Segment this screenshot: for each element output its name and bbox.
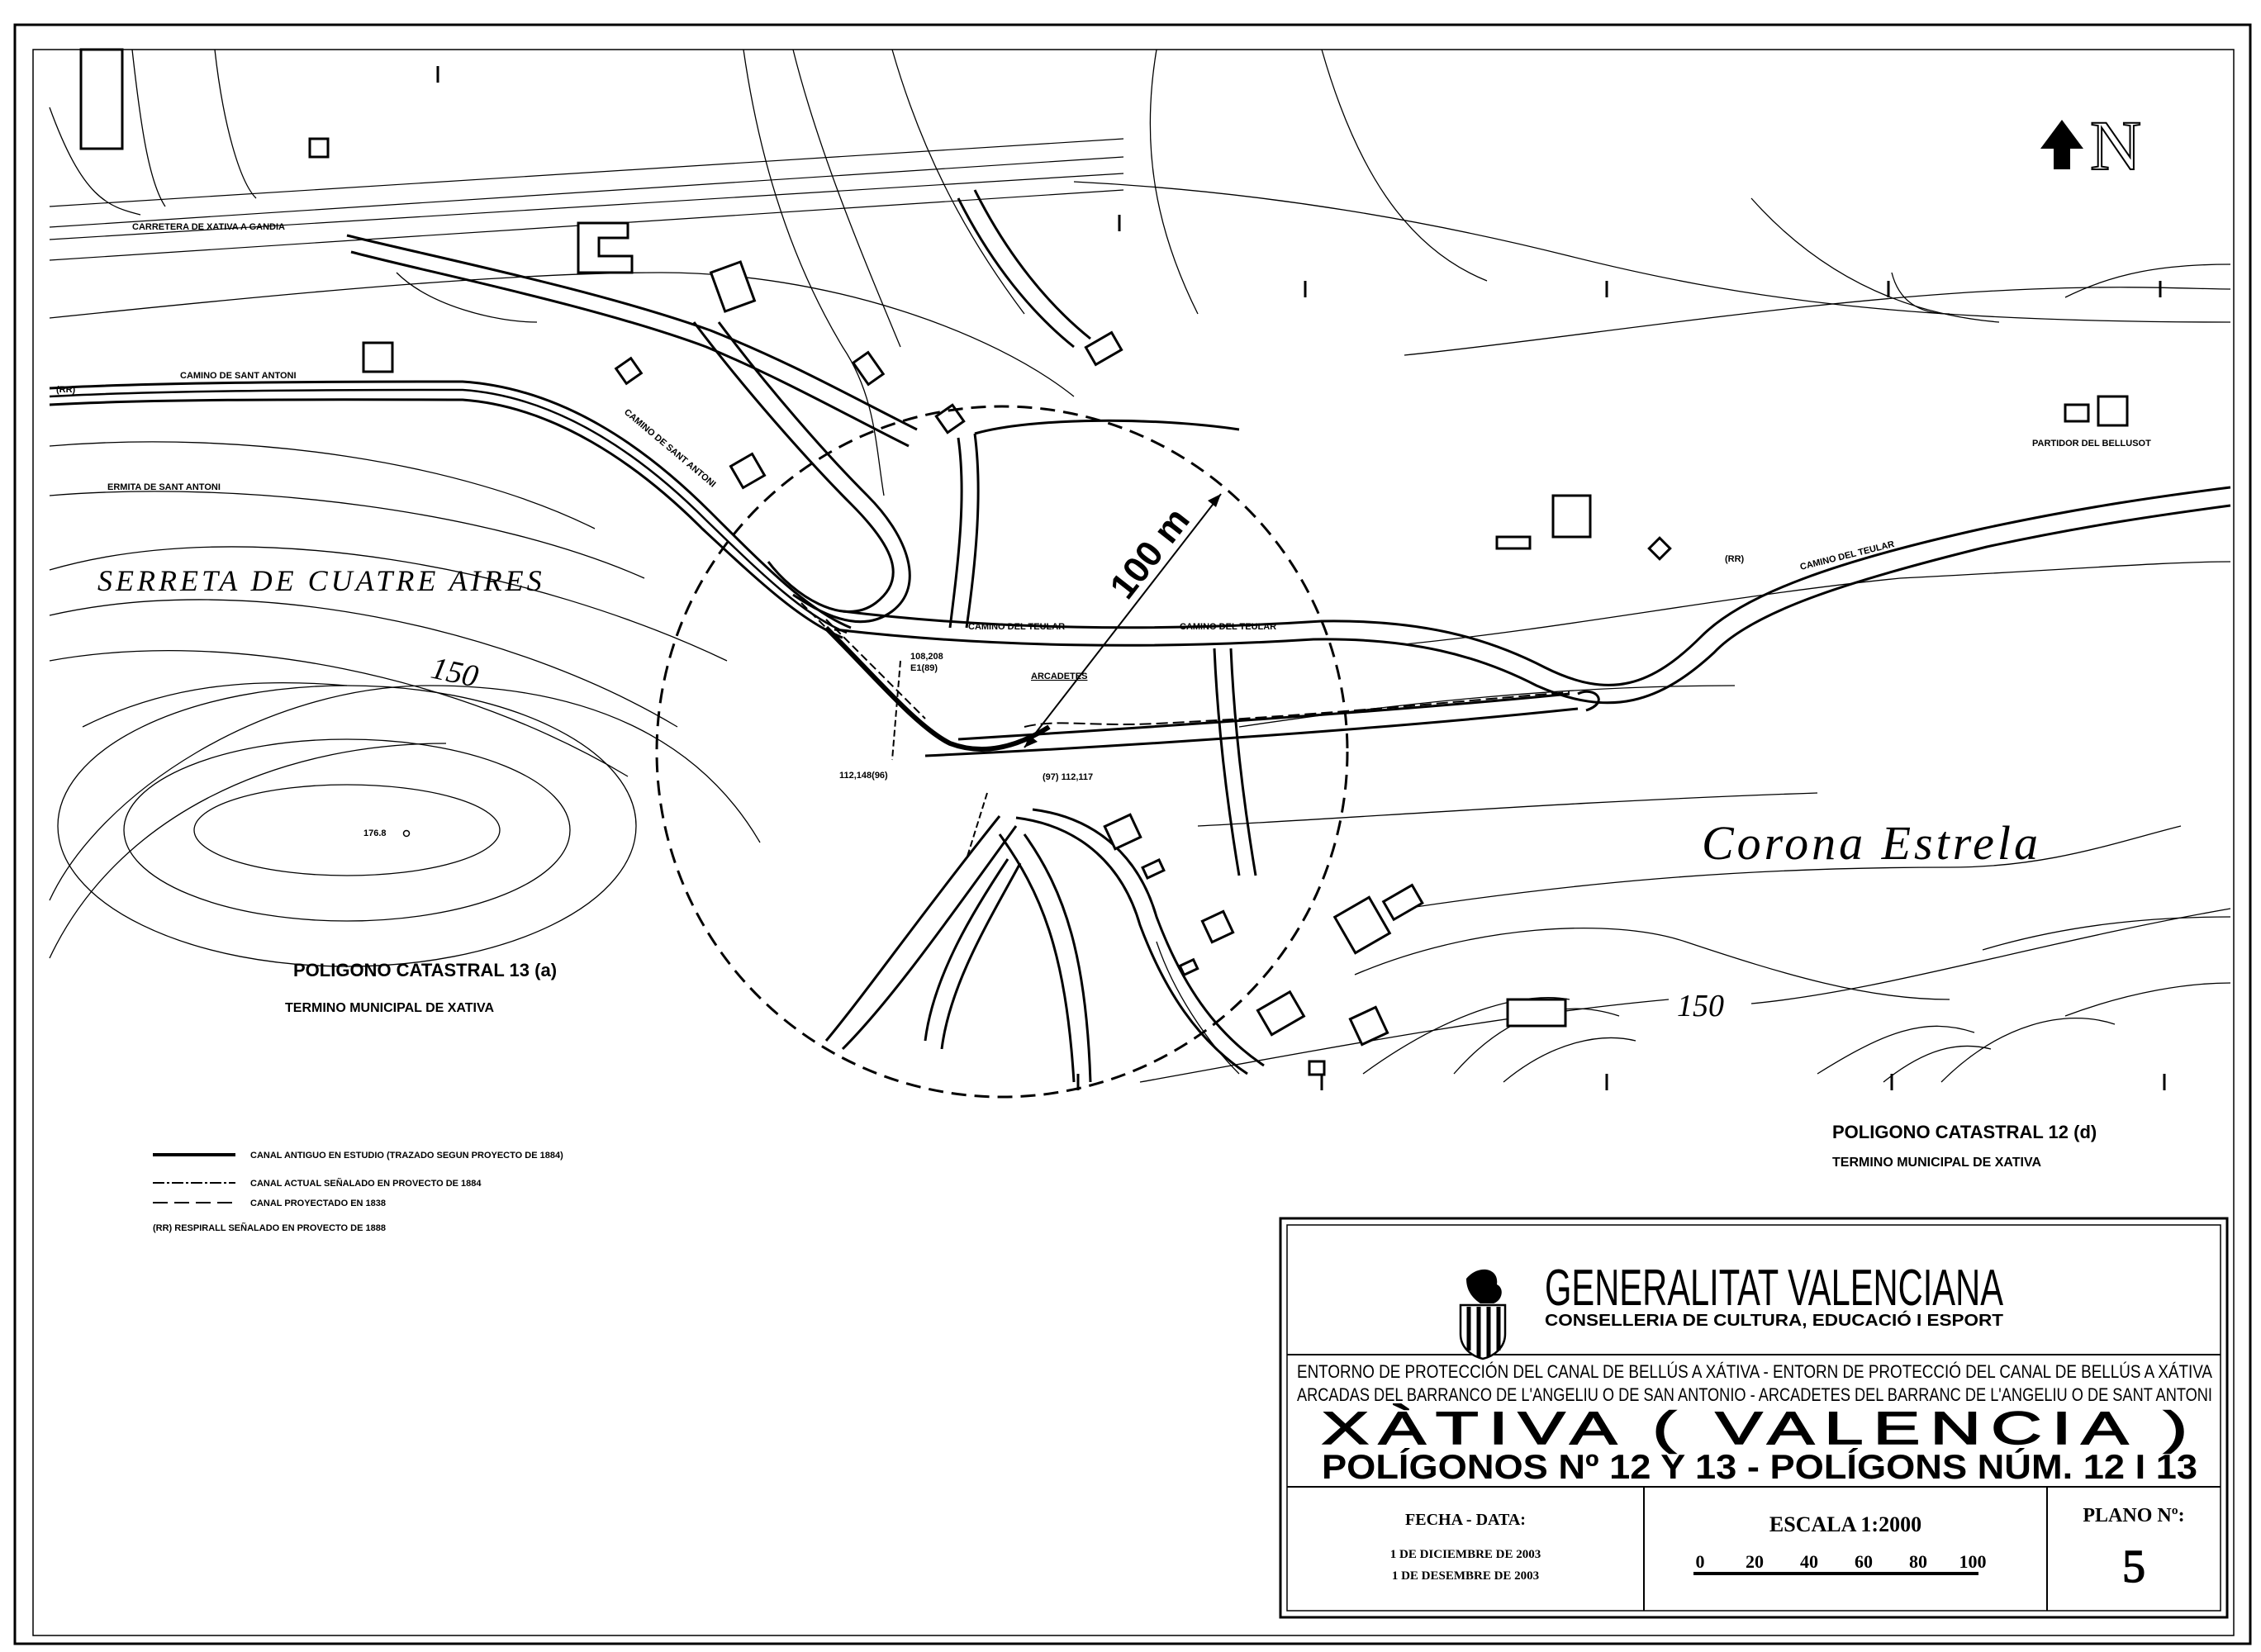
elevation-label-1b: E1(89) (910, 663, 938, 673)
contour-label-150-2: 150 (1677, 989, 1724, 1023)
polygon-12-title: POLIGONO CATASTRAL 12 (d) (1832, 1122, 2097, 1142)
polygons-line: POLÍGONOS Nº 12 Y 13 - POLÍGONS NÚM. 12 I 13 (1322, 1447, 2135, 1486)
place-name: XÀTIVA ( VALENCIA ) (1322, 1402, 2197, 1454)
department-name: CONSELLERIA DE CULTURA, EDUCACIÓ I ESPORT (1545, 1312, 1953, 1330)
camino-teular-label-2: CAMINO DEL TEULAR (1180, 622, 1277, 632)
scale-tick-label: 40 (1800, 1551, 1818, 1572)
polygon-13-subtitle: TERMINO MUNICIPAL DE XATIVA (285, 1001, 495, 1015)
scale-tick-label: 80 (1909, 1551, 1927, 1572)
scale-tick-label: 0 (1695, 1551, 1705, 1572)
date-label: FECHA - DATA: (1405, 1511, 1526, 1529)
legend-item: (RR) RESPIRALL SEÑALADO EN PROVECTO DE 1888 (153, 1223, 386, 1233)
north-arrow (2040, 106, 2141, 185)
legend-item: CANAL ANTIGUO EN ESTUDIO (TRAZADO SEGUN PROYECTO DE 1884) (250, 1151, 563, 1161)
camino-teular-label-1: CAMINO DEL TEULAR (968, 622, 1066, 632)
polygon-12-subtitle: TERMINO MUNICIPAL DE XATIVA (1832, 1156, 2042, 1170)
elevation-label-1: 108,208 (910, 652, 943, 662)
roads (50, 190, 2230, 1082)
elevation-label-3: (97) 112,117 (1043, 772, 1094, 782)
corona-estrela-label: Corona Estrela (1702, 816, 2041, 870)
peak-elevation: 176.8 (363, 828, 387, 838)
scale-tick-label: 20 (1746, 1551, 1764, 1572)
title-block (1280, 1218, 2227, 1617)
plano-number: 5 (2122, 1541, 2145, 1593)
project-description-2: ARCADAS DEL BARRANCO DE L'ANGELIU O DE SAN ANTONIO - ARCADETES DEL BARRANC DE L'ANGELIU O DE SANT ANTONI (1297, 1384, 2212, 1405)
scale-tick-label: 100 (1959, 1551, 1987, 1572)
date-es: 1 DE DICIEMBRE DE 2003 (1389, 1548, 1541, 1561)
partidor-label: PARTIDOR DEL BELLUSOT (2032, 439, 2151, 449)
legend-item: CANAL PROYECTADO EN 1838 (250, 1199, 387, 1208)
north-arrow-icon (2040, 120, 2083, 169)
camino-sant-antoni-label-2: CAMINO DE SANT ANTONI (622, 407, 718, 490)
organization-name: GENERALITAT VALENCIANA (1545, 1260, 2004, 1317)
rr-label: (RR) (1725, 554, 1745, 564)
contour-label-150: 150 (428, 650, 482, 695)
legend (153, 1151, 563, 1233)
polygon-13-title: POLIGONO CATASTRAL 13 (a) (293, 960, 558, 980)
plano-label: PLANO Nº: (2083, 1505, 2185, 1526)
carretera-label: CARRETERA DE XATIVA A GANDIA (132, 222, 285, 232)
peak-marker-icon (404, 831, 410, 837)
arcadetes-label: ARCADETES (1031, 672, 1088, 681)
project-description-1: ENTORNO DE PROTECCIÓN DEL CANAL DE BELLÚS A XÁTIVA - ENTORN DE PROTECCIÓ DEL CANAL DE BELLÚS A XÁTIVA (1297, 1361, 2213, 1382)
serreta-label: SERRETA DE CUATRE AIRES (97, 564, 545, 597)
canal-lines (801, 603, 1570, 859)
ermita-label: ERMITA DE SANT ANTONI (107, 482, 221, 492)
elevation-label-2: 112,148(96) (839, 771, 888, 781)
radius-arrow-icon (1208, 494, 1221, 507)
date-va: 1 DE DESEMBRE DE 2003 (1391, 1569, 1540, 1583)
north-letter: N (2090, 106, 2142, 185)
rr-label-xativa: (RR) (56, 385, 76, 395)
legend-item: CANAL ACTUAL SEÑALADO EN PROVECTO DE 1884 (250, 1179, 482, 1189)
scale-label: ESCALA 1:2000 (1769, 1512, 1922, 1536)
camino-teular-label-3: CAMINO DEL TEULAR (1798, 539, 1896, 572)
radius-label: 100 m (1102, 500, 1198, 607)
scale-tick-label: 60 (1855, 1551, 1873, 1572)
camino-sant-antoni-label: CAMINO DE SANT ANTONI (180, 371, 297, 381)
